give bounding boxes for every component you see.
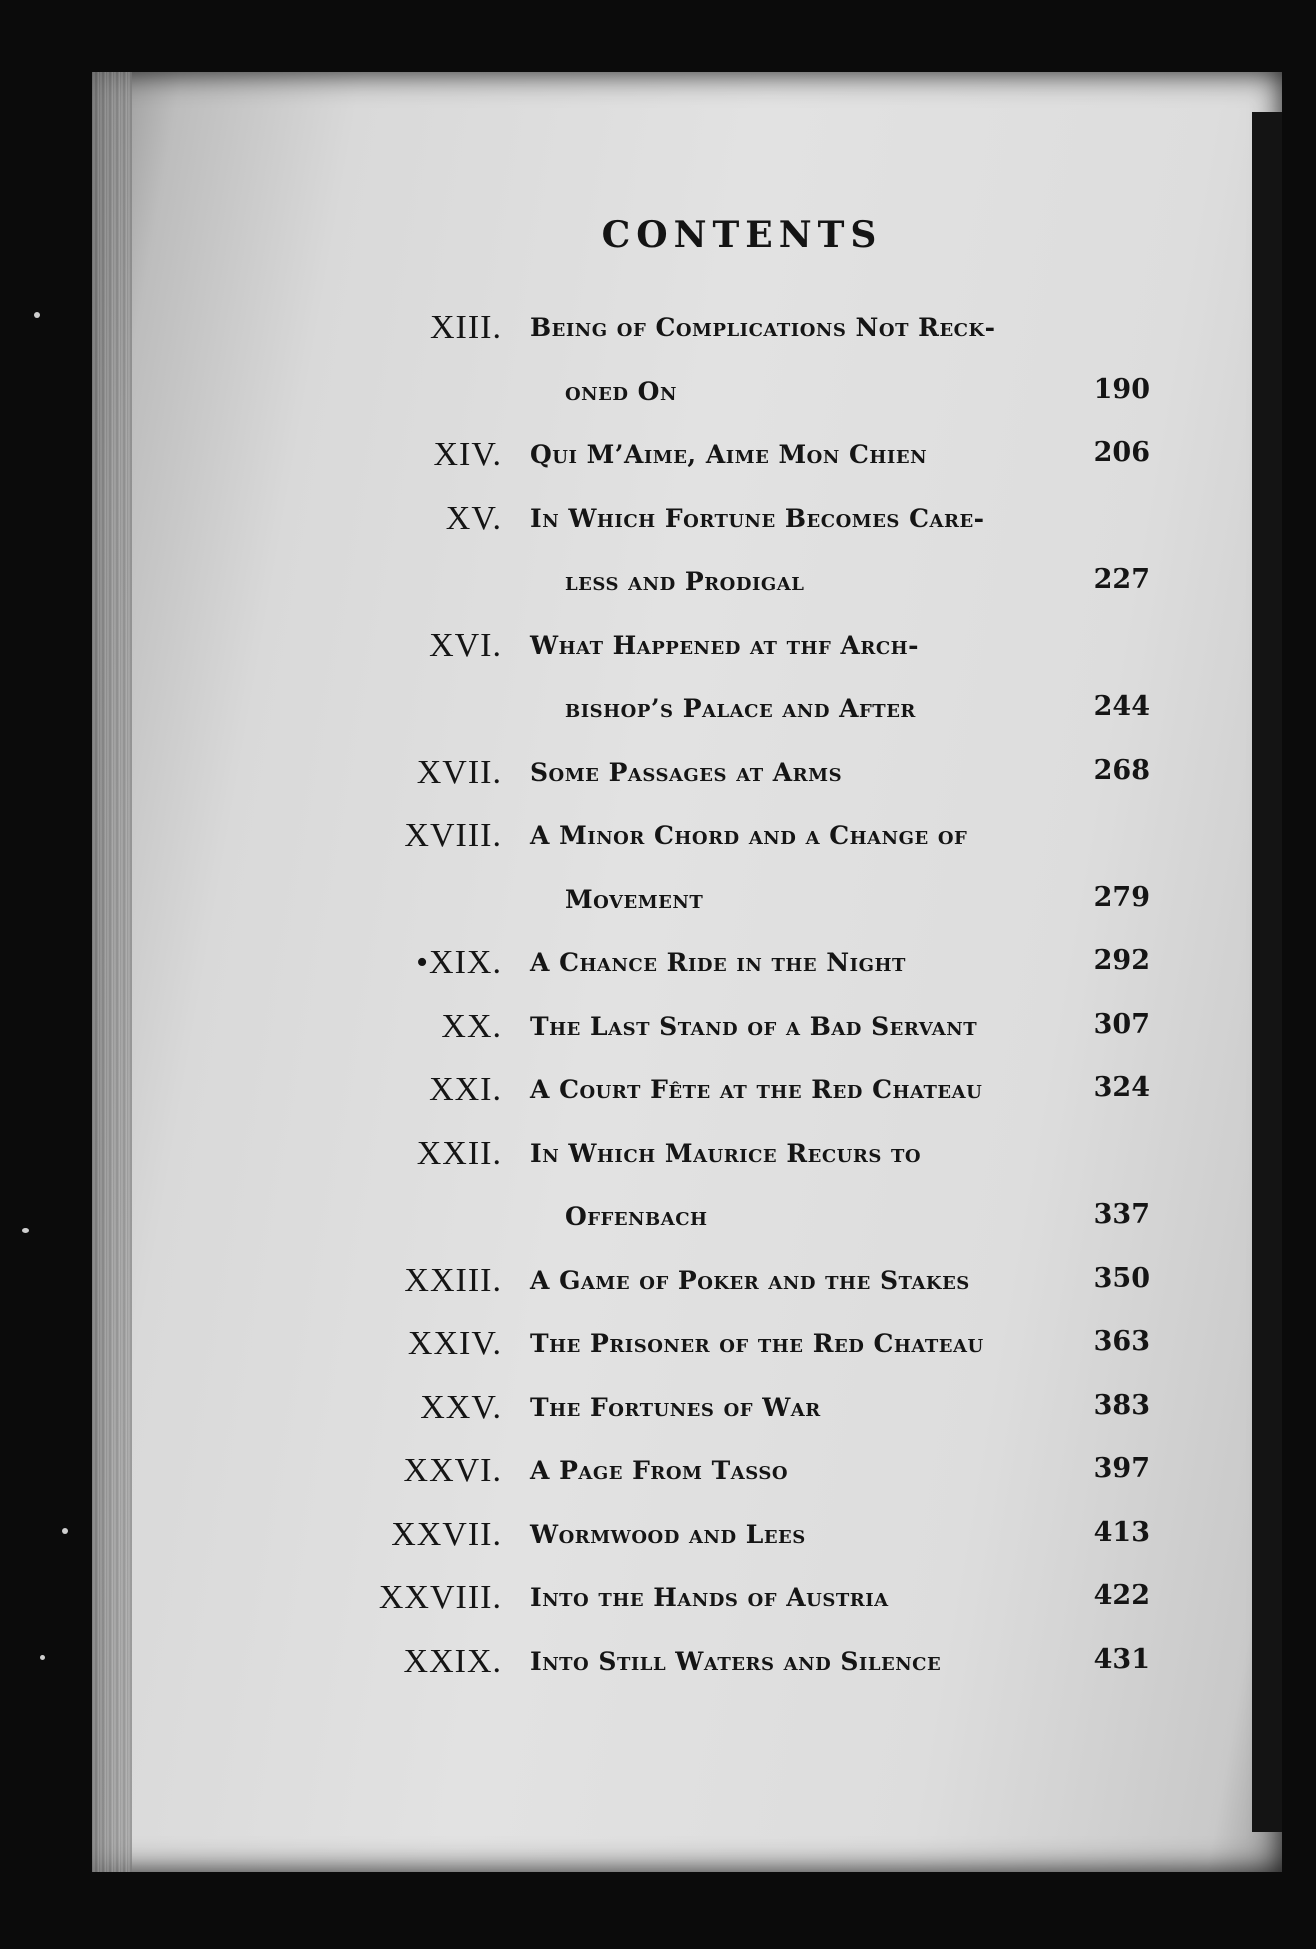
- toc-entry: [92, 816, 502, 856]
- page-number: 279: [1093, 881, 1150, 913]
- chapter-number: XXVIII.: [378, 1579, 502, 1616]
- chapter-title: The Last Stand of a Bad Servant: [530, 1011, 978, 1041]
- chapter-title: What Happened at thf Arch-: [530, 630, 920, 660]
- page-number: 206: [1093, 437, 1150, 468]
- chapter-number: XXIV.: [407, 1325, 502, 1362]
- page-number: 337: [1093, 1199, 1150, 1230]
- chapter-number: XXVI.: [403, 1452, 502, 1489]
- chapter-title: Wormwood and Lees: [530, 1519, 806, 1549]
- chapter-number: XXII.: [416, 1134, 502, 1172]
- toc-entry: [92, 1642, 502, 1682]
- table-of-contents: [92, 72, 1282, 1872]
- scan-speck: [62, 1528, 68, 1534]
- page-number: 292: [1093, 945, 1150, 976]
- chapter-title: The Fortunes of War: [530, 1392, 821, 1422]
- toc-entry: [92, 308, 502, 348]
- page-number: 244: [1093, 691, 1150, 722]
- toc-entry: [92, 1007, 502, 1047]
- toc-entry: [92, 626, 502, 666]
- chapter-title-continuation: oned On: [565, 376, 677, 406]
- toc-entry: [92, 435, 502, 475]
- chapter-number: XXI.: [429, 1071, 502, 1108]
- chapter-number: XIV.: [433, 436, 502, 473]
- toc-entry: [92, 1070, 502, 1110]
- contents-heading: CONTENTS: [601, 214, 883, 256]
- page-number: 422: [1093, 1580, 1150, 1611]
- chapter-title: A Page From Tasso: [530, 1456, 789, 1485]
- toc-entry: [92, 1324, 502, 1364]
- page-number: 397: [1093, 1453, 1150, 1484]
- chapter-title: A Chance Ride in the Night: [530, 948, 906, 977]
- toc-entry: [92, 1134, 502, 1174]
- toc-entry: [92, 1388, 502, 1428]
- chapter-number: XX.: [441, 1007, 502, 1045]
- chapter-title: In Which Fortune Becomes Care-: [530, 503, 985, 533]
- chapter-title: A Minor Chord and a Change of: [530, 821, 968, 850]
- chapter-number: XIII.: [429, 309, 502, 346]
- toc-entry: [92, 753, 502, 793]
- chapter-number: •XIX.: [416, 944, 502, 981]
- chapter-number: XVIII.: [404, 817, 502, 854]
- chapter-number: XVI.: [429, 626, 502, 664]
- scan-speck: [40, 1655, 45, 1660]
- toc-entry: [92, 1451, 502, 1491]
- page-number: 190: [1093, 373, 1150, 405]
- chapter-title-continuation: Offenbach: [565, 1202, 708, 1231]
- chapter-title-continuation: Movement: [565, 884, 704, 914]
- page-number: 413: [1093, 1516, 1150, 1548]
- chapter-number: XXV.: [420, 1388, 502, 1426]
- scan-speck: [34, 312, 40, 318]
- chapter-number: XXVII.: [391, 1515, 502, 1553]
- page-number: 350: [1093, 1262, 1150, 1294]
- page-number: 431: [1093, 1643, 1150, 1675]
- toc-entry: [92, 1578, 502, 1618]
- page-number: 363: [1093, 1326, 1150, 1357]
- toc-entry: [92, 499, 502, 539]
- chapter-title-continuation: bishop’s Palace and After: [565, 694, 916, 723]
- chapter-number: XXIX.: [403, 1642, 502, 1680]
- book-page: [92, 72, 1282, 1872]
- page-number: 324: [1093, 1072, 1150, 1103]
- toc-entry: [92, 943, 502, 983]
- page-number: 268: [1093, 754, 1150, 786]
- chapter-title: Into the Hands of Austria: [530, 1583, 889, 1612]
- chapter-title: Into Still Waters and Silence: [530, 1646, 942, 1676]
- chapter-title: In Which Maurice Recurs to: [530, 1138, 922, 1168]
- chapter-title: Some Passages at Arms: [530, 757, 843, 787]
- scan-speck: [22, 1228, 29, 1233]
- page-number: 227: [1093, 564, 1150, 595]
- chapter-title: The Prisoner of the Red Chateau: [530, 1329, 984, 1358]
- page-number: 383: [1093, 1389, 1150, 1421]
- chapter-title: Being of Complications Not Reck-: [530, 313, 996, 342]
- toc-entry: [92, 1261, 502, 1301]
- chapter-title: A Court Fête at the Red Chateau: [530, 1075, 983, 1104]
- chapter-title: Qui M’Aime, Aime Mon Chien: [530, 440, 928, 469]
- chapter-number: XV.: [445, 499, 502, 537]
- chapter-title: A Game of Poker and the Stakes: [530, 1265, 970, 1295]
- toc-entry: [92, 1515, 502, 1555]
- chapter-number: XVII.: [416, 753, 502, 791]
- chapter-title-continuation: less and Prodigal: [565, 567, 805, 596]
- chapter-number: XXIII.: [404, 1261, 502, 1299]
- page-number: 307: [1093, 1008, 1150, 1040]
